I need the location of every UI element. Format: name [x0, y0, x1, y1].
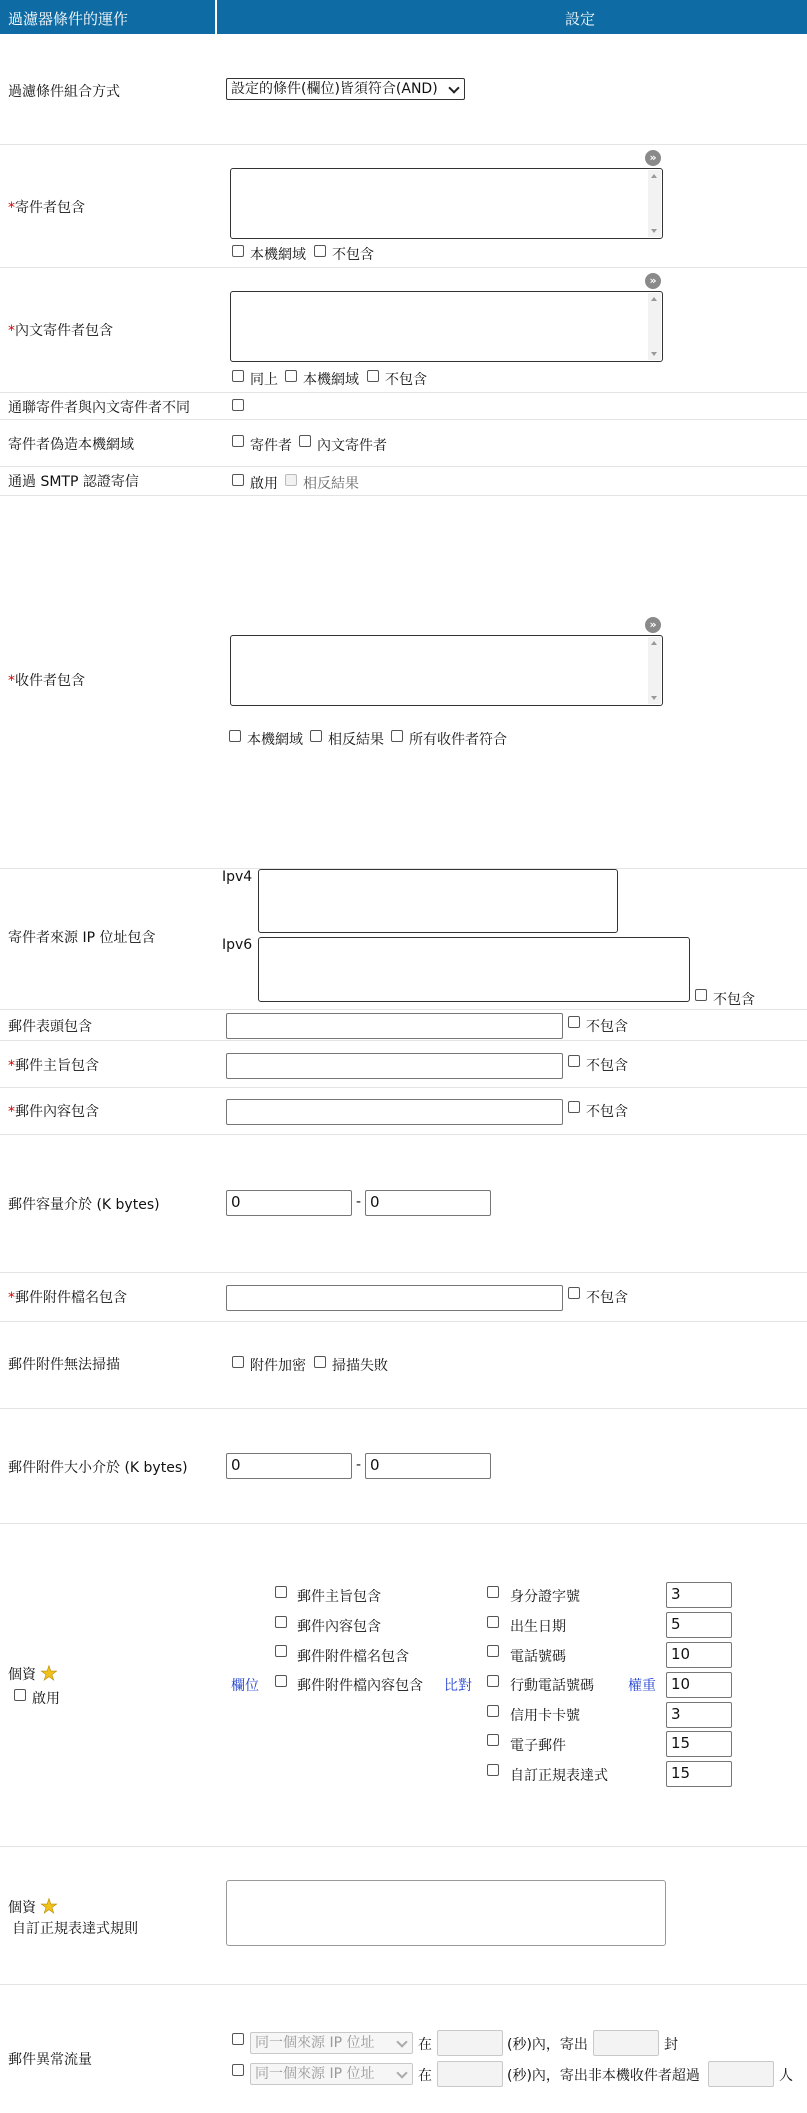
- body-sender-local-checkbox[interactable]: [285, 370, 297, 382]
- header-divider: [215, 0, 217, 34]
- scrollbar[interactable]: [648, 293, 661, 360]
- source-ip-exclude-checkbox[interactable]: [695, 989, 707, 1001]
- row-combine: [0, 34, 807, 145]
- attach-scan-failed-checkbox[interactable]: [314, 1356, 326, 1368]
- sender-textarea[interactable]: [230, 168, 663, 239]
- mail-header-exclude-checkbox[interactable]: [568, 1016, 580, 1028]
- pii-enable-checkbox[interactable]: [14, 1689, 26, 1701]
- spoof-sender-checkbox[interactable]: [232, 435, 244, 447]
- pii-field-checkbox[interactable]: [275, 1586, 287, 1598]
- smtp-enable-label: 啟用: [250, 476, 278, 492]
- smtp-invert-label: 相反結果: [303, 476, 359, 492]
- attach-name-exclude-label: 不包含: [586, 1290, 628, 1306]
- row-body-sender: [0, 268, 807, 393]
- content-label: *郵件內容包含: [8, 1104, 99, 1120]
- scroll-up-icon: [651, 641, 657, 645]
- attach-name-exclude-checkbox[interactable]: [568, 1287, 580, 1299]
- pii-weight-input[interactable]: 5: [666, 1612, 732, 1638]
- required-mark: *: [8, 323, 15, 339]
- pii-type-checkbox[interactable]: [487, 1616, 499, 1628]
- attach-size-dash: -: [356, 1457, 362, 1473]
- table-header: [0, 0, 807, 34]
- spoof-sender-label: 寄件者: [250, 438, 292, 454]
- spoof-body-sender-label: 內文寄件者: [317, 438, 387, 454]
- expand-icon[interactable]: »: [645, 617, 661, 633]
- traffic-label: 郵件異常流量: [8, 2052, 92, 2068]
- attach-name-label: *郵件附件檔名包含: [8, 1290, 127, 1306]
- attach-scan-label: 郵件附件無法掃描: [8, 1357, 120, 1373]
- traffic-seconds-input[interactable]: [437, 2030, 503, 2056]
- pii-field-checkbox[interactable]: [275, 1675, 287, 1687]
- row-pii: [0, 1524, 807, 1847]
- body-sender-local-label: 本機網域: [303, 372, 359, 388]
- combine-label: 過濾條件組合方式: [8, 84, 120, 100]
- body-sender-exclude-checkbox[interactable]: [367, 370, 379, 382]
- combine-selected-value: 設定的條件(欄位)皆須符合(AND): [231, 81, 438, 97]
- mail-size-label: 郵件容量介於 (K bytes): [8, 1197, 160, 1213]
- sender-mismatch-checkbox[interactable]: [232, 399, 244, 411]
- recipient-textarea[interactable]: [230, 635, 663, 706]
- subject-input[interactable]: [226, 1053, 563, 1079]
- attach-name-input[interactable]: [226, 1285, 563, 1311]
- ipv6-textarea[interactable]: [258, 937, 690, 1002]
- pii-type-option: 自訂正規表達式: [510, 1768, 608, 1784]
- body-sender-same-label: 同上: [250, 372, 278, 388]
- content-exclude-checkbox[interactable]: [568, 1101, 580, 1113]
- pii-type-option: 信用卡卡號: [510, 1708, 580, 1724]
- row-content: [0, 1088, 807, 1135]
- pii-weight-input[interactable]: 3: [666, 1702, 732, 1728]
- sender-local-label: 本機網域: [250, 247, 306, 263]
- pii-weight-label: 權重: [628, 1678, 656, 1694]
- pii-weight-input[interactable]: 10: [666, 1642, 732, 1668]
- expand-icon[interactable]: »: [645, 273, 661, 289]
- mail-header-label: 郵件表頭包含: [8, 1019, 92, 1035]
- body-sender-label: *內文寄件者包含: [8, 323, 113, 339]
- scroll-down-icon: [651, 229, 657, 233]
- star-icon: ★: [40, 1894, 58, 1918]
- body-sender-textarea[interactable]: [230, 291, 663, 362]
- traffic-line2-end: 人: [779, 2068, 793, 2084]
- attach-encrypted-label: 附件加密: [250, 1358, 306, 1374]
- mail-size-max-input[interactable]: 0: [365, 1190, 491, 1216]
- source-ip-label: 寄件者來源 IP 位址包含: [8, 930, 156, 946]
- pii-field-option: 郵件附件檔名包含: [297, 1649, 409, 1665]
- pii-field-checkbox[interactable]: [275, 1645, 287, 1657]
- spoof-body-sender-checkbox[interactable]: [299, 435, 311, 447]
- row-attach-scan: [0, 1322, 807, 1409]
- pii-regex-sublabel: 自訂正規表達式規則: [12, 1921, 138, 1937]
- attach-scan-failed-label: 掃描失敗: [332, 1358, 388, 1374]
- mail-header-exclude-label: 不包含: [586, 1019, 628, 1035]
- recipient-local-checkbox[interactable]: [229, 730, 241, 742]
- recipient-label: *收件者包含: [8, 673, 85, 689]
- traffic-count-input[interactable]: [593, 2030, 659, 2056]
- sender-mismatch-label: 通聯寄件者與內文寄件者不同: [8, 400, 190, 416]
- pii-weight-input[interactable]: 15: [666, 1731, 732, 1757]
- row-spoof: [0, 420, 807, 467]
- mail-header-input[interactable]: [226, 1013, 563, 1039]
- pii-field-label: 欄位: [231, 1678, 259, 1694]
- row-mail-header: [0, 1010, 807, 1041]
- attach-size-label: 郵件附件大小介於 (K bytes): [8, 1460, 188, 1476]
- required-mark: *: [8, 673, 15, 689]
- recipient-local-label: 本機網域: [247, 732, 303, 748]
- body-sender-exclude-label: 不包含: [385, 372, 427, 388]
- traffic-recipient-select-value: 同一個來源 IP 位址: [255, 2066, 375, 2082]
- ipv4-label: Ipv4: [222, 869, 253, 885]
- pii-type-checkbox[interactable]: [487, 1705, 499, 1717]
- scrollbar[interactable]: [648, 170, 661, 237]
- scroll-down-icon: [651, 696, 657, 700]
- pii-weight-input[interactable]: 3: [666, 1582, 732, 1608]
- chevron-down-icon: [396, 2067, 407, 2078]
- pii-regex-textarea[interactable]: [226, 1880, 666, 1946]
- subject-label: *郵件主旨包含: [8, 1058, 99, 1074]
- pii-type-option: 行動電話號碼: [510, 1678, 594, 1694]
- row-traffic: [0, 1985, 807, 2113]
- traffic-sender-checkbox[interactable]: [232, 2033, 244, 2045]
- traffic-sender-select[interactable]: [250, 2032, 413, 2054]
- required-mark: *: [8, 1104, 15, 1120]
- sender-exclude-checkbox[interactable]: [314, 245, 326, 257]
- traffic-seconds-input[interactable]: [437, 2061, 503, 2087]
- recipient-all-label: 所有收件者符合: [409, 732, 507, 748]
- pii-label: 個資: [8, 1667, 36, 1683]
- recipient-all-checkbox[interactable]: [391, 730, 403, 742]
- traffic-recipient-checkbox[interactable]: [232, 2064, 244, 2076]
- mail-size-min-input[interactable]: 0: [226, 1190, 352, 1216]
- star-icon: ★: [40, 1661, 58, 1685]
- pii-compare-label: 比對: [444, 1678, 472, 1694]
- spoof-label: 寄件者偽造本機網域: [8, 437, 134, 453]
- content-exclude-label: 不包含: [586, 1104, 628, 1120]
- pii-type-option: 身分證字號: [510, 1589, 580, 1605]
- attach-size-max-input[interactable]: 0: [365, 1453, 491, 1479]
- recipient-invert-label: 相反結果: [328, 732, 384, 748]
- row-pii-regex: [0, 1847, 807, 1985]
- subject-exclude-label: 不包含: [586, 1058, 628, 1074]
- scroll-down-icon: [651, 352, 657, 356]
- combine-select[interactable]: [226, 78, 465, 100]
- pii-field-option: 郵件內容包含: [297, 1619, 381, 1635]
- traffic-line2-mid: (秒)內，寄出非本機收件者超過: [507, 2068, 700, 2084]
- row-sender-mismatch: [0, 393, 807, 420]
- sender-exclude-label: 不包含: [332, 247, 374, 263]
- required-mark: *: [8, 200, 15, 216]
- smtp-enable-checkbox[interactable]: [232, 474, 244, 486]
- sender-label: *寄件者包含: [8, 200, 85, 216]
- pii-weight-input[interactable]: 15: [666, 1761, 732, 1787]
- pii-regex-label: 個資: [8, 1900, 36, 1916]
- smtp-auth-label: 通過 SMTP 認證寄信: [8, 474, 139, 490]
- pii-field-option: 郵件主旨包含: [297, 1589, 381, 1605]
- chevron-down-icon: [396, 2036, 407, 2047]
- pii-weight-input[interactable]: 10: [666, 1672, 732, 1698]
- mail-size-dash: -: [356, 1194, 362, 1210]
- traffic-line1-mid: (秒)內，寄出: [507, 2037, 588, 2053]
- required-mark: *: [8, 1290, 15, 1306]
- traffic-sender-select-value: 同一個來源 IP 位址: [255, 2035, 375, 2051]
- pii-field-checkbox[interactable]: [275, 1616, 287, 1628]
- chevron-down-icon: [448, 82, 459, 93]
- row-mail-size: [0, 1135, 807, 1273]
- pii-enable-label: 啟用: [32, 1691, 60, 1707]
- pii-type-checkbox[interactable]: [487, 1734, 499, 1746]
- expand-icon[interactable]: »: [645, 150, 661, 166]
- ipv6-label: Ipv6: [222, 937, 253, 953]
- recipient-invert-checkbox[interactable]: [310, 730, 322, 742]
- traffic-in-label: 在: [418, 2037, 432, 2053]
- sender-local-checkbox[interactable]: [232, 245, 244, 257]
- scroll-up-icon: [651, 297, 657, 301]
- scrollbar[interactable]: [648, 637, 661, 704]
- row-attach-name: [0, 1273, 807, 1322]
- pii-type-option: 電話號碼: [510, 1649, 566, 1665]
- body-sender-same-checkbox[interactable]: [232, 370, 244, 382]
- row-smtp-auth: [0, 467, 807, 496]
- row-recipient: [0, 496, 807, 869]
- header-setting-label: 設定: [565, 10, 596, 28]
- pii-type-checkbox[interactable]: [487, 1675, 499, 1687]
- attach-encrypted-checkbox[interactable]: [232, 1356, 244, 1368]
- ipv4-textarea[interactable]: [258, 869, 618, 933]
- attach-size-min-input[interactable]: 0: [226, 1453, 352, 1479]
- header-condition-label: 過濾器條件的運作: [8, 10, 129, 28]
- pii-type-option: 電子郵件: [510, 1738, 566, 1754]
- content-input[interactable]: [226, 1099, 563, 1125]
- traffic-in-label: 在: [418, 2068, 432, 2084]
- row-sender: [0, 145, 807, 268]
- required-mark: *: [8, 1058, 15, 1074]
- subject-exclude-checkbox[interactable]: [568, 1055, 580, 1067]
- row-attach-size: [0, 1409, 807, 1524]
- smtp-invert-checkbox[interactable]: [285, 474, 297, 486]
- pii-type-checkbox[interactable]: [487, 1586, 499, 1598]
- pii-type-option: 出生日期: [510, 1619, 566, 1635]
- row-source-ip: [0, 869, 807, 1010]
- traffic-line1-end: 封: [664, 2037, 678, 2053]
- source-ip-exclude-label: 不包含: [713, 992, 755, 1008]
- pii-type-checkbox[interactable]: [487, 1645, 499, 1657]
- row-subject: [0, 1041, 807, 1088]
- pii-field-option: 郵件附件檔內容包含: [297, 1678, 423, 1694]
- traffic-recipients-input[interactable]: [708, 2061, 774, 2087]
- traffic-recipient-select[interactable]: [250, 2063, 413, 2085]
- scroll-up-icon: [651, 174, 657, 178]
- pii-type-checkbox[interactable]: [487, 1764, 499, 1776]
